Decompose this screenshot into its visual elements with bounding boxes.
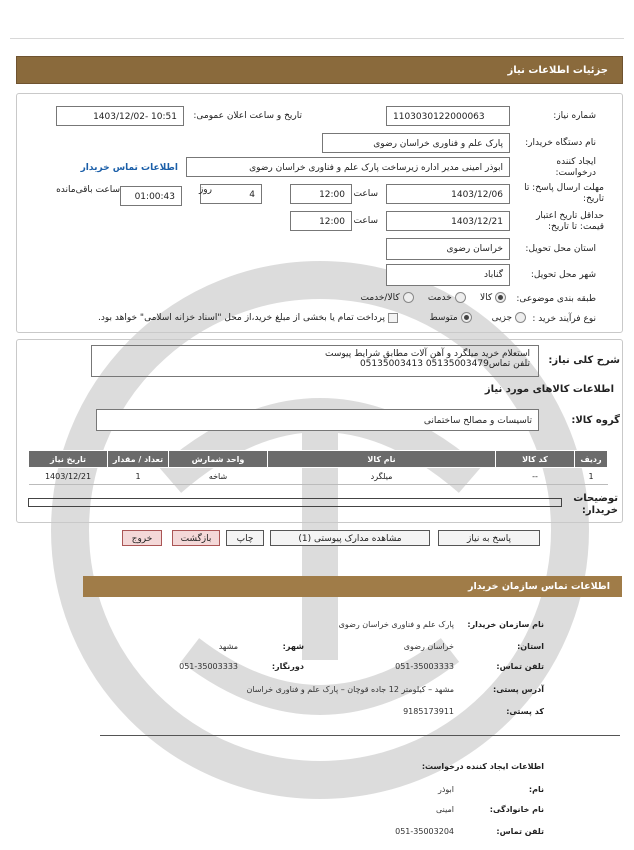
process-minor-radio[interactable] bbox=[515, 312, 526, 323]
price-validity-time-field: 12:00 bbox=[290, 211, 352, 231]
contact-fax-label: دورنگار: bbox=[271, 662, 304, 671]
buyer-notes-box bbox=[28, 498, 562, 507]
back-button[interactable]: بازگشت bbox=[172, 530, 220, 546]
deadline-label: مهلت ارسال پاسخ: تا تاریخ: bbox=[524, 183, 604, 204]
contact-city-value: مشهد bbox=[218, 642, 238, 651]
delivery-province-label: استان محل تحویل: bbox=[525, 244, 596, 254]
cell-row: 1 bbox=[575, 468, 608, 485]
col-row: ردیف bbox=[575, 451, 608, 468]
exit-button[interactable]: خروج bbox=[122, 530, 162, 546]
contact-phone-label: تلفن تماس: bbox=[496, 662, 544, 671]
contact-postal-label: کد پستی: bbox=[506, 707, 544, 716]
creator-field: ابوذر امینی مدیر اداره زیرساخت پارک علم و فناوری خراسان رضوی bbox=[186, 157, 510, 177]
goods-table-header bbox=[29, 451, 608, 468]
buyer-notes-label: توضیحات خریدار: bbox=[573, 493, 618, 516]
view-attachments-button[interactable]: مشاهده مدارک پیوستی (1) bbox=[270, 530, 430, 546]
goods-table bbox=[28, 450, 608, 485]
need-number-field: 1103030122000063 bbox=[386, 106, 510, 126]
creator-phone-label: تلفن تماس: bbox=[496, 827, 544, 836]
contact-province-value: خراسان رضوی bbox=[403, 642, 454, 651]
summary-box bbox=[91, 345, 539, 377]
need-number-label: شماره نیاز: bbox=[553, 111, 596, 121]
category-both-radio[interactable] bbox=[403, 292, 414, 303]
days-remaining-field: 4 bbox=[200, 184, 262, 204]
creator-family-value: امینی bbox=[435, 805, 454, 814]
treasury-bonds-checkbox[interactable] bbox=[388, 313, 398, 323]
cell-name: میلگرد bbox=[268, 468, 496, 485]
col-name: نام کالا bbox=[268, 451, 496, 468]
remaining-time-label: ساعت باقی‌مانده bbox=[56, 185, 120, 195]
contact-phone-value: 051-35003333 bbox=[395, 662, 454, 671]
page-header bbox=[16, 56, 623, 84]
contact-org-value: پارک علم و فناوری خراسان رضوی bbox=[338, 620, 454, 629]
category-goods-radio[interactable] bbox=[495, 292, 506, 303]
days-label: روز bbox=[198, 185, 212, 195]
purchase-process-group bbox=[98, 312, 526, 323]
process-medium-label: متوسط bbox=[429, 313, 458, 323]
goods-group-label: گروه کالا: bbox=[571, 415, 620, 426]
cell-qty: 1 bbox=[108, 468, 169, 485]
category-service-label: خدمت bbox=[427, 293, 452, 303]
category-service-radio[interactable] bbox=[455, 292, 466, 303]
delivery-province-field: خراسان رضوی bbox=[386, 238, 510, 260]
remaining-time-field: 01:00:43 bbox=[120, 186, 182, 206]
col-unit: واحد شمارش bbox=[169, 451, 268, 468]
creator-info-title: اطلاعات ایجاد کننده درخواست: bbox=[421, 762, 544, 771]
process-medium-radio[interactable] bbox=[461, 312, 472, 323]
price-validity-time-label: ساعت bbox=[353, 216, 378, 226]
deadline-time-field: 12:00 bbox=[290, 184, 352, 204]
purchase-process-label: نوع فرآیند خرید : bbox=[532, 314, 596, 324]
deadline-date-field: 1403/12/06 bbox=[386, 184, 510, 204]
col-code: کد کالا bbox=[496, 451, 575, 468]
price-validity-label: حداقل تاریخ اعتبار قیمت: تا تاریخ: bbox=[536, 211, 604, 232]
contact-postal-value: 9185173911 bbox=[403, 707, 454, 716]
creator-name-label: نام: bbox=[528, 785, 544, 794]
col-date: تاریخ نیاز bbox=[29, 451, 108, 468]
contact-fax-value: 051-35003333 bbox=[179, 662, 238, 671]
creator-family-label: نام خانوادگی: bbox=[489, 805, 544, 814]
process-minor-label: جزیی bbox=[491, 313, 513, 323]
creator-name-value: ابوذر bbox=[437, 785, 454, 794]
contact-divider bbox=[100, 735, 620, 736]
deadline-time-label: ساعت bbox=[353, 189, 378, 199]
announce-date-label: تاریخ و ساعت اعلان عمومی: bbox=[193, 111, 302, 121]
contact-address-value: مشهد – کیلومتر 12 جاده قوچان – پارک علم و فناوری خراسان bbox=[246, 685, 454, 694]
table-row bbox=[29, 468, 608, 485]
subject-category-group bbox=[360, 292, 506, 303]
summary-line-1: استعلام خرید میلگرد و آهن آلات مطابق شرایط پیوست bbox=[325, 349, 530, 359]
summary-label: شرح کلی نیاز: bbox=[548, 355, 620, 366]
reply-button[interactable]: پاسخ به نیاز bbox=[438, 530, 540, 546]
category-goods-label: کالا bbox=[479, 293, 493, 303]
contact-header-title: اطلاعات تماس سازمان خریدار bbox=[467, 581, 610, 592]
goods-section-title: اطلاعات کالاهای مورد نیاز bbox=[484, 384, 614, 395]
contact-org-label: نام سازمان خریدار: bbox=[467, 620, 544, 629]
buyer-org-field: پارک علم و فناوری خراسان رضوی bbox=[322, 133, 510, 153]
cell-code: -- bbox=[496, 468, 575, 485]
summary-line-2: تلفن تماس05135003479 05135003413 bbox=[359, 359, 530, 369]
delivery-city-field: گناباد bbox=[386, 264, 510, 286]
top-divider bbox=[10, 38, 624, 39]
contact-city-label: شهر: bbox=[282, 642, 304, 651]
treasury-bonds-note: پرداخت تمام یا بخشی از مبلغ خرید،از محل "اسناد خزانه اسلامی" خواهد بود. bbox=[98, 313, 386, 323]
buyer-org-label: نام دستگاه خریدار: bbox=[525, 138, 596, 148]
print-button[interactable]: چاپ bbox=[226, 530, 264, 546]
goods-group-field: تاسیسات و مصالح ساختمانی bbox=[96, 409, 539, 431]
creator-phone-value: 051-35003204 bbox=[395, 827, 454, 836]
page-header-title: جزئیات اطلاعات نیاز bbox=[507, 65, 608, 76]
cell-date: 1403/12/21 bbox=[29, 468, 108, 485]
creator-label: ایجاد کننده درخواست: bbox=[555, 157, 596, 178]
contact-address-label: آدرس پستی: bbox=[493, 685, 544, 694]
buyer-contact-link[interactable]: اطلاعات تماس خریدار bbox=[80, 163, 178, 173]
col-qty: تعداد / مقدار bbox=[108, 451, 169, 468]
cell-unit: شاخه bbox=[169, 468, 268, 485]
delivery-city-label: شهر محل تحویل: bbox=[530, 270, 596, 280]
contact-header bbox=[83, 576, 622, 597]
contact-province-label: استان: bbox=[517, 642, 544, 651]
subject-category-label: طبقه بندی موضوعی: bbox=[516, 294, 596, 304]
price-validity-date-field: 1403/12/21 bbox=[386, 211, 510, 231]
category-both-label: کالا/خدمت bbox=[360, 293, 400, 303]
announce-date-field: 1403/12/02- 10:51 bbox=[56, 106, 184, 126]
